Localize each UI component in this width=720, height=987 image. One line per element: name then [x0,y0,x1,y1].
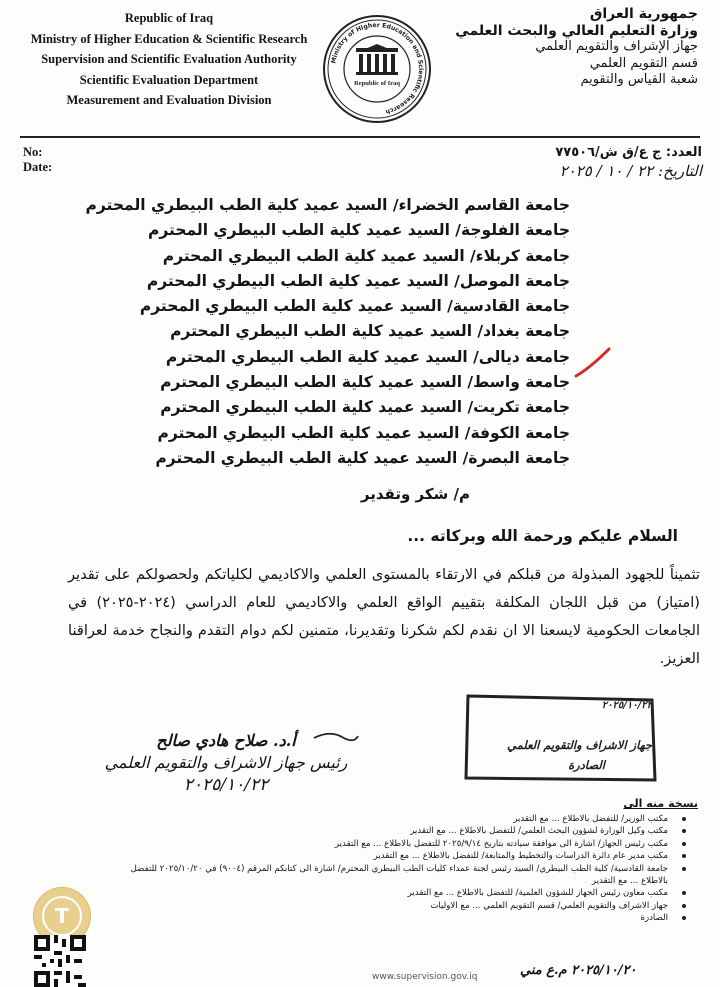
signatory-name: أ.د. صلاح هادي صالح [156,731,296,750]
recipient-line: جامعة الكوفة/ السيد عميد كلية الطب البيطري المحترم [157,423,570,442]
ministry-seal-logo [322,14,432,124]
header-en-line: Ministry of Higher Education & Scientific Research [30,31,308,46]
document-number: العدد: ج ع/ق ش/٧٧٥٠٦ [555,145,702,160]
recipients-list [85,193,570,471]
qr-code [34,935,86,987]
stamp-outgoing: الصادرة [568,758,605,772]
footer-website: www.supervision.gov.iq [372,972,478,982]
seal-ring-text: Ministry of Higher Education and Scientific Research [330,21,425,116]
text-scan-icon: T [55,904,69,928]
recipient-line: جامعة القادسية/ السيد عميد كلية الطب البيطري المحترم [139,297,570,316]
recipient-line: جامعة تكريت/ السيد عميد كلية الطب البيطري المحترم [160,398,570,417]
letter-subject: م/ شكر وتقدير [360,485,470,503]
copy-item: جامعة القادسية/ كلية الطب البيطري/ السيد رئيس لجنة عمداء كليات الطب البيطري المحترم/ اشارة الى كتابكم المرقم (٩٠٠٤) في ٢٠٢٥/١٠/٢٠ للتفضل بالاطلاع ... مع التقدير [108,863,668,888]
copy-item: الصادرة [78,912,668,924]
recipient-line: جامعة واسط/ السيد عميد كلية الطب البيطري المحترم [160,373,570,392]
header-ar-line: قسم التقويم العلمي [589,55,698,71]
header-en-line: Republic of Iraq [124,11,214,25]
header-ar-line: وزارة التعليم العالي والبحث العلمي [455,22,698,39]
number-label: No: [23,145,43,159]
copy-item: مكتب وكيل الوزارة لشؤون البحث العلمي/ للتفضل بالاطلاع ... مع التقدير [78,825,668,837]
recipient-line: جامعة الموصل/ السيد عميد كلية الطب البيطري المحترم [146,271,570,290]
reference-arabic [555,143,702,181]
signature-block [96,730,356,796]
header-en-line: Supervision and Scientific Evaluation Authority [41,52,297,66]
copy-item: مكتب الوزير/ للتفضل بالاطلاع ... مع التقدير [78,813,668,825]
signatory-title: رئيس جهاز الاشراف والتقويم العلمي [104,753,348,772]
seal-text: Republic of Iraq [354,80,400,87]
recipient-line: جامعة كربلاء/ السيد عميد كلية الطب البيطري المحترم [162,246,570,265]
recipient-line: جامعة الفلوجة/ السيد عميد كلية الطب البيطري المحترم [148,221,570,240]
header-ar-line: جهاز الإشراف والتقويم العلمي [535,39,698,54]
copy-item: مكتب مدير عام دائرة الدراسات والتخطيط والمتابعة/ للتفضل بالاطلاع ... مع التقدير [78,850,668,862]
copies-list [78,813,668,925]
greeting-line: السلام عليكم ورحمة الله وبركاته ... [407,527,678,545]
letter-body: تثميناً للجهود المبذولة من قبلكم في الارتقاء بالمستوى العلمي والاكاديمي لكلياتكم ولحصولكم على تقدير (امتياز) من قبل اللجان المكلفة بتقييم الواقع العلمي والاكاديمي للعام الدراسي (٢٠٢٤-٢٠٢٥) في الجامعات الحكومية لايسعنا الا ان نقدم لكم شكرنا وتقديرنا، متمنين لكم دوام التقدم والنجاح خدمة لعراقنا العزيز. [68,566,700,667]
header-ar-line: جمهورية العراق [589,6,698,22]
red-check-mark [572,346,612,380]
header-ar-line: شعبة القياس والتقويم [580,72,698,87]
stamp-date-line: ٢٠٢٥/١٠/٢٢ [601,700,652,711]
stamp-issuer: جهاز الاشراف والتقويم العلمي [507,738,652,752]
recipient-line: جامعة ديالى/ السيد عميد كلية الطب البيطري المحترم [165,347,570,366]
copy-item: مكتب رئيس الجهاز/ اشارة الى موافقة سيادته بتاريخ ٢٠٢٥/٩/١٤ للتفضل بالاطلاع ... مع التقدير [78,838,668,850]
header-divider [20,136,700,138]
recipient-line: جامعة البصرة/ السيد عميد كلية الطب البيطري المحترم [155,448,570,467]
recipient-line: جامعة القاسم الخضراء/ السيد عميد كلية الطب البيطري المحترم [85,196,570,214]
signature-date: ٢٠٢٥/١٠/٢٢ [183,775,269,795]
date-label: Date: [23,160,53,174]
header-arabic [448,6,698,89]
header-en-line: Measurement and Evaluation Division [66,93,272,107]
document-date: التاريخ: ٢٢ / ١٠ / ٢٠٢٥ [559,162,702,180]
header-en-line: Scientific Evaluation Department [79,72,259,87]
copies-title: نسخة منه الى [623,797,698,810]
header-english [14,8,324,111]
footer-date: ٢٠٢٥/١٠/٢٠ م.ع مني [520,963,637,978]
recipient-line: جامعة بغداد/ السيد عميد كلية الطب البيطري المحترم [170,322,570,341]
reference-labels-english [23,145,52,175]
copy-item: جهاز الاشراف والتقويم العلمي/ قسم التقويم العلمي ... مع الاوليات [78,900,668,912]
copy-item: مكتب معاون رئيس الجهاز للشؤون العلمية/ للتفضل بالاطلاع ... مع التقدير [78,887,668,899]
